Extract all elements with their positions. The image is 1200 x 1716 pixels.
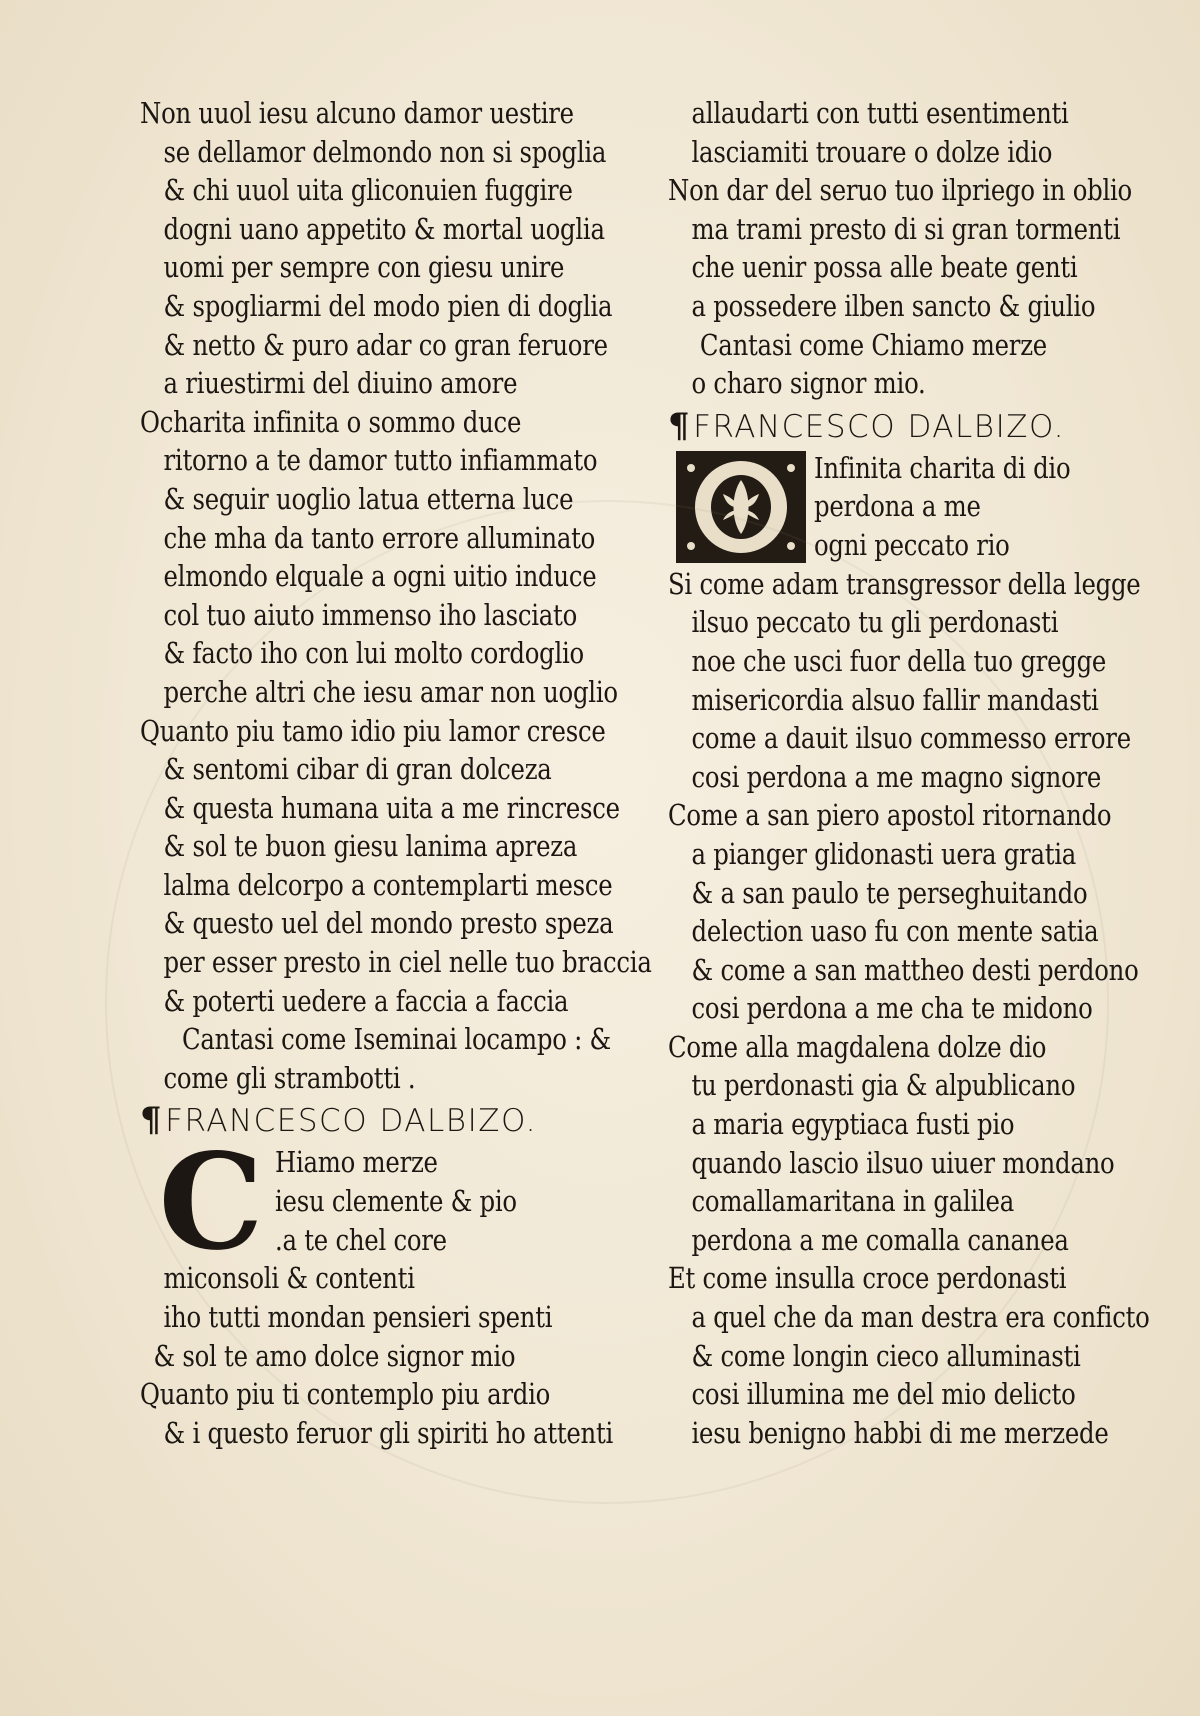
verse-line: ilsuo peccato tu gli perdonasti bbox=[691, 605, 1059, 640]
verse-line: miconsoli & contenti bbox=[163, 1261, 415, 1296]
verse-line: lasciamiti trouare o dolze idio bbox=[691, 134, 1053, 169]
verse-line: misericordia alsuo fallir mandasti bbox=[691, 682, 1099, 717]
verse-line: & questa humana uita a me rincresce bbox=[163, 790, 620, 825]
verse-line: che uenir possa alle beate genti bbox=[691, 250, 1078, 285]
verse-line: Ocharita infinita o sommo duce bbox=[140, 404, 522, 439]
verse-line: & sentomi cibar di gran dolceza bbox=[163, 752, 552, 787]
right-drop-initial-block bbox=[668, 449, 1188, 565]
right-author-heading bbox=[668, 403, 1188, 449]
verse-line: Quanto piu tamo idio piu lamor cresce bbox=[140, 713, 606, 748]
verse-line: & i questo feruor gli spiriti ho attenti bbox=[163, 1415, 614, 1450]
verse-line: delection uaso fu con mente satia bbox=[691, 914, 1099, 949]
verse-line: a quel che da man destra era conficto bbox=[691, 1300, 1150, 1335]
verse-line: allaudarti con tutti esentimenti bbox=[691, 96, 1069, 130]
verse-line: & seguir uoglio latua etterna luce bbox=[163, 481, 574, 516]
verse-line: & a san paulo te perseghuitando bbox=[691, 875, 1088, 910]
left-poem-2 bbox=[140, 1259, 660, 1452]
verse-line: perdona a me bbox=[814, 489, 981, 524]
verse-line: & come a san mattheo desti perdono bbox=[691, 952, 1139, 987]
floral-o-icon bbox=[679, 454, 803, 560]
verse-line: iesu benigno habbi di me merzede bbox=[691, 1415, 1109, 1450]
verse-line: uomi per sempre con giesu unire bbox=[163, 250, 565, 285]
verse-line: ogni peccato rio bbox=[814, 527, 1010, 562]
author-name: FRANCESCO DALBIZO. bbox=[693, 408, 1065, 445]
verse-line: col tuo aiuto immenso iho lasciato bbox=[163, 597, 578, 632]
verse-line: cosi perdona a me cha te midono bbox=[691, 991, 1093, 1026]
verse-line: iesu clemente & pio bbox=[275, 1184, 517, 1219]
verse-line: Quanto piu ti contemplo piu ardio bbox=[140, 1377, 551, 1412]
right-rubric bbox=[668, 326, 1188, 403]
verse-line: iho tutti mondan pensieri spenti bbox=[163, 1300, 553, 1335]
verse-line: a riuestirmi del diuino amore bbox=[163, 366, 518, 401]
verse-line: Hiamo merze bbox=[275, 1145, 438, 1180]
verse-line: ma trami presto di si gran tormenti bbox=[691, 211, 1121, 246]
verse-line: se dellamor delmondo non si spoglia bbox=[163, 134, 607, 169]
verse-line: Non dar del seruo tuo ilpriego in oblio bbox=[668, 173, 1132, 208]
verse-line: & chi uuol uita gliconuien fuggire bbox=[163, 173, 573, 208]
drop-initial-c: C bbox=[158, 1125, 264, 1281]
verse-line: & come longin cieco alluminasti bbox=[691, 1338, 1081, 1373]
verse-line: che mha da tanto errore alluminato bbox=[163, 520, 596, 555]
verse-line: dogni uano appetito & mortal uoglia bbox=[163, 211, 605, 246]
verse-line: a possedere ilben sancto & giulio bbox=[691, 288, 1096, 323]
verse-line: & questo uel del mondo presto speza bbox=[163, 906, 614, 941]
verse-line: & spogliarmi del modo pien di doglia bbox=[163, 288, 613, 323]
rubric-line: o charo signor mio. bbox=[691, 366, 926, 401]
verse-line: Infinita charita di dio bbox=[814, 450, 1071, 485]
right-poem-1 bbox=[668, 94, 1188, 326]
verse-line: Come a san piero apostol ritornando bbox=[668, 798, 1112, 833]
verse-line: & sol te buon giesu lanima apreza bbox=[163, 829, 578, 864]
author-name: FRANCESCO DALBIZO. bbox=[165, 1103, 537, 1140]
verse-line: quando lascio ilsuo uiuer mondano bbox=[691, 1145, 1115, 1180]
rubric-line: Cantasi come Chiamo merze bbox=[699, 327, 1047, 362]
verse-line: perdona a me comalla cananea bbox=[691, 1222, 1069, 1257]
verse-line: Si come adam transgressor della legge bbox=[668, 566, 1141, 601]
verse-line: cosi perdona a me magno signore bbox=[691, 759, 1102, 794]
ornamental-initial-o bbox=[676, 451, 806, 563]
rubric-line: come gli strambotti . bbox=[163, 1060, 416, 1095]
verse-line: per esser presto in ciel nelle tuo braccia bbox=[163, 945, 652, 980]
verse-line: .a te chel core bbox=[275, 1222, 447, 1257]
verse-line: come a dauit ilsuo commesso errore bbox=[691, 721, 1131, 756]
pilcrow-icon: ¶ bbox=[140, 1100, 164, 1141]
verse-line: & netto & puro adar co gran feruore bbox=[163, 327, 608, 362]
pilcrow-icon: ¶ bbox=[668, 405, 692, 446]
verse-line: perche altri che iesu amar non uoglio bbox=[163, 674, 618, 709]
left-poem-1 bbox=[140, 94, 660, 1020]
verse-line: & facto iho con lui molto cordoglio bbox=[163, 636, 584, 671]
left-rubric bbox=[140, 1020, 660, 1097]
verse-line: & sol te amo dolce signor mio bbox=[153, 1338, 516, 1373]
verse-line: Non uuol iesu alcuno damor uestire bbox=[140, 96, 574, 130]
verse-line: lalma delcorpo a contemplarti mesce bbox=[163, 867, 613, 902]
right-column bbox=[668, 94, 1188, 1452]
verse-line: a pianger glidonasti uera gratia bbox=[691, 836, 1077, 871]
rubric-line: Cantasi come Iseminai locampo : & bbox=[182, 1022, 611, 1057]
left-column bbox=[140, 94, 660, 1452]
verse-line: elmondo elquale a ogni uitio induce bbox=[163, 559, 597, 594]
verse-line: comallamaritana in galilea bbox=[691, 1184, 1014, 1219]
verse-line: ritorno a te damor tutto infiammato bbox=[163, 443, 598, 478]
verse-line: cosi illumina me del mio delicto bbox=[691, 1377, 1076, 1412]
verse-line: & poterti uedere a faccia a faccia bbox=[163, 983, 569, 1018]
verse-line: Come alla magdalena dolze dio bbox=[668, 1029, 1047, 1064]
right-poem-2 bbox=[668, 565, 1188, 1453]
verse-line: tu perdonasti gia & alpublicano bbox=[691, 1068, 1076, 1103]
verse-line: Et come insulla croce perdonasti bbox=[668, 1261, 1067, 1296]
verse-line: a maria egyptiaca fusti pio bbox=[691, 1107, 1015, 1142]
verse-line: noe che usci fuor della tuo gregge bbox=[691, 643, 1107, 678]
